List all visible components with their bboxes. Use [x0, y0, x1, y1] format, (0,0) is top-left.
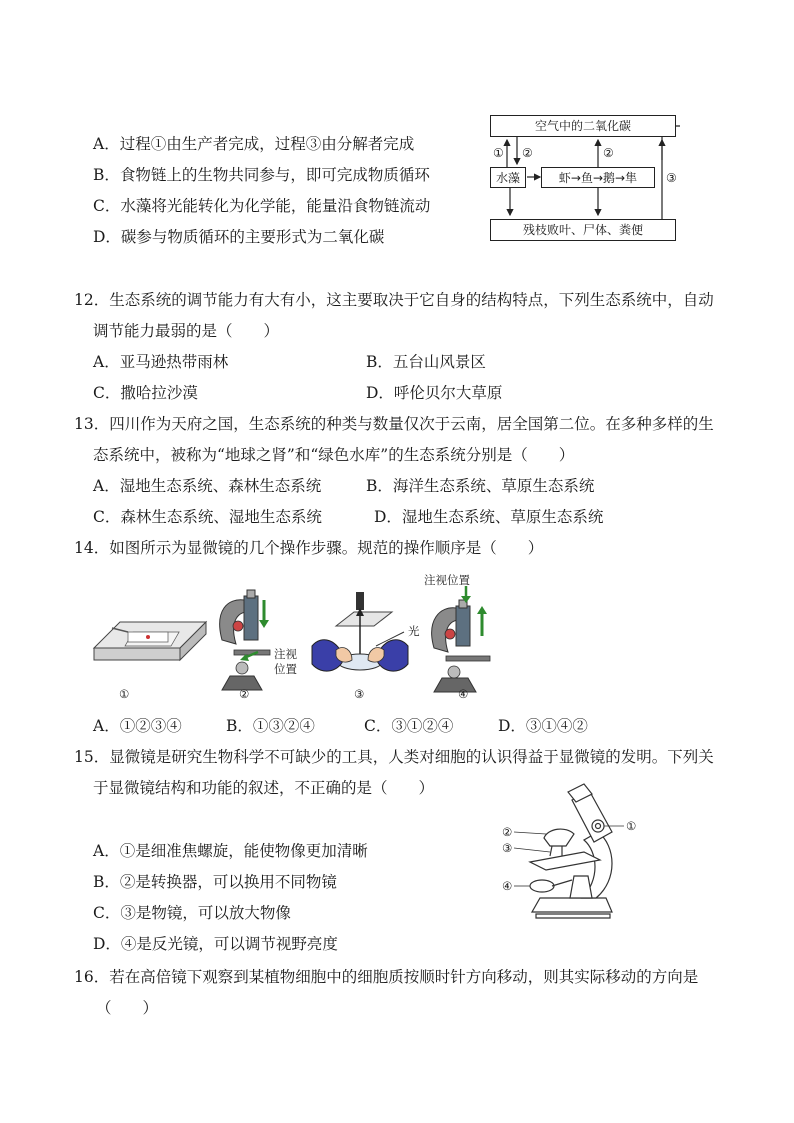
- step4-watch-label: 注视位置: [424, 573, 470, 587]
- process-3-label: ③: [666, 171, 677, 185]
- q15-option-b: B．②是转换器，可以换用不同物镜: [93, 873, 337, 891]
- q11-option-b: B．食物链上的生物共同参与，即可完成物质循环: [93, 166, 430, 184]
- q12-option-a: A．亚马逊热带雨林: [93, 353, 229, 371]
- label-1: ①: [626, 819, 637, 833]
- q15-option-a: A．①是细准焦螺旋，能使物像更加清晰: [93, 842, 368, 860]
- q15-option-d: D．④是反光镜，可以调节视野亮度: [93, 935, 338, 953]
- step2-watch-label-a: 注视: [274, 647, 297, 661]
- q11-option-a: A．过程①由生产者完成，过程③由分解者完成: [93, 135, 415, 153]
- process-2-label-left: ②: [522, 146, 533, 160]
- process-2-label-right: ②: [603, 146, 614, 160]
- label-4: ④: [502, 879, 513, 893]
- q14-option-a: A．①②③④: [93, 717, 182, 735]
- q14-stem: 14．如图所示为显微镜的几个操作步骤。规范的操作顺序是（ ）: [74, 539, 544, 557]
- q16-stem-line1: 16．若在高倍镜下观察到某植物细胞中的细胞质按顺时针方向移动，则其实际移动的方向是: [74, 968, 699, 986]
- q16-stem-line2: （ ）: [96, 999, 159, 1017]
- q13-option-b: B．海洋生态系统、草原生态系统: [366, 477, 595, 495]
- q13-stem-line2: 态系统中，被称为“地球之肾”和“绿色水库”的生态系统分别是（ ）: [93, 446, 575, 464]
- q12-stem-line1: 12．生态系统的调节能力有大有小，这主要取决于它自身的结构特点，下列生态系统中，自动: [74, 291, 714, 309]
- q14-option-d: D．③①④②: [498, 717, 588, 735]
- q13-option-d: D．湿地生态系统、草原生态系统: [374, 508, 604, 526]
- food-chain-box: 虾→鱼→鹅→隼: [541, 167, 655, 188]
- q12-option-c: C．撒哈拉沙漠: [93, 384, 198, 402]
- q13-option-a: A．湿地生态系统、森林生态系统: [93, 477, 322, 495]
- q15-stem-line1: 15．显微镜是研究生物科学不可缺少的工具，人类对细胞的认识得益于显微镜的发明。下列关: [74, 748, 714, 766]
- step4-number: ④: [458, 687, 469, 701]
- q12-option-b: B．五台山风景区: [366, 353, 486, 371]
- q15-stem-line2: 于显微镜结构和功能的叙述，不正确的是（ ）: [93, 779, 435, 797]
- q15-option-c: C．③是物镜，可以放大物像: [93, 904, 291, 922]
- step3-light-label: 光: [408, 624, 420, 638]
- q12-option-d: D．呼伦贝尔大草原: [366, 384, 503, 402]
- q11-option-c: C．水藻将光能转化为化学能，能量沿食物链流动: [93, 197, 431, 215]
- q11-option-d: D．碳参与物质循环的主要形式为二氧化碳: [93, 228, 385, 246]
- q12-stem-line2: 调节能力最弱的是（ ）: [93, 322, 280, 340]
- step2-number: ②: [239, 687, 250, 701]
- label-2: ②: [502, 825, 513, 839]
- q14-option-c: C．③①②④: [364, 717, 454, 735]
- algae-box: 水藻: [490, 167, 526, 188]
- step2-watch-label-b: 位置: [274, 662, 297, 676]
- process-1-label: ①: [493, 146, 504, 160]
- step1-number: ①: [119, 687, 130, 701]
- air-co2-box: 空气中的二氧化碳: [490, 115, 676, 137]
- q13-stem-line1: 13．四川作为天府之国，生态系统的种类与数量仅次于云南，居全国第二位。在多种多样的生: [74, 415, 714, 433]
- q13-option-c: C．森林生态系统、湿地生态系统: [93, 508, 322, 526]
- label-3: ③: [502, 841, 513, 855]
- q14-option-b: B．①③②④: [226, 717, 315, 735]
- residue-box: 残枝败叶、尸体、粪便: [490, 219, 676, 241]
- step3-number: ③: [354, 687, 365, 701]
